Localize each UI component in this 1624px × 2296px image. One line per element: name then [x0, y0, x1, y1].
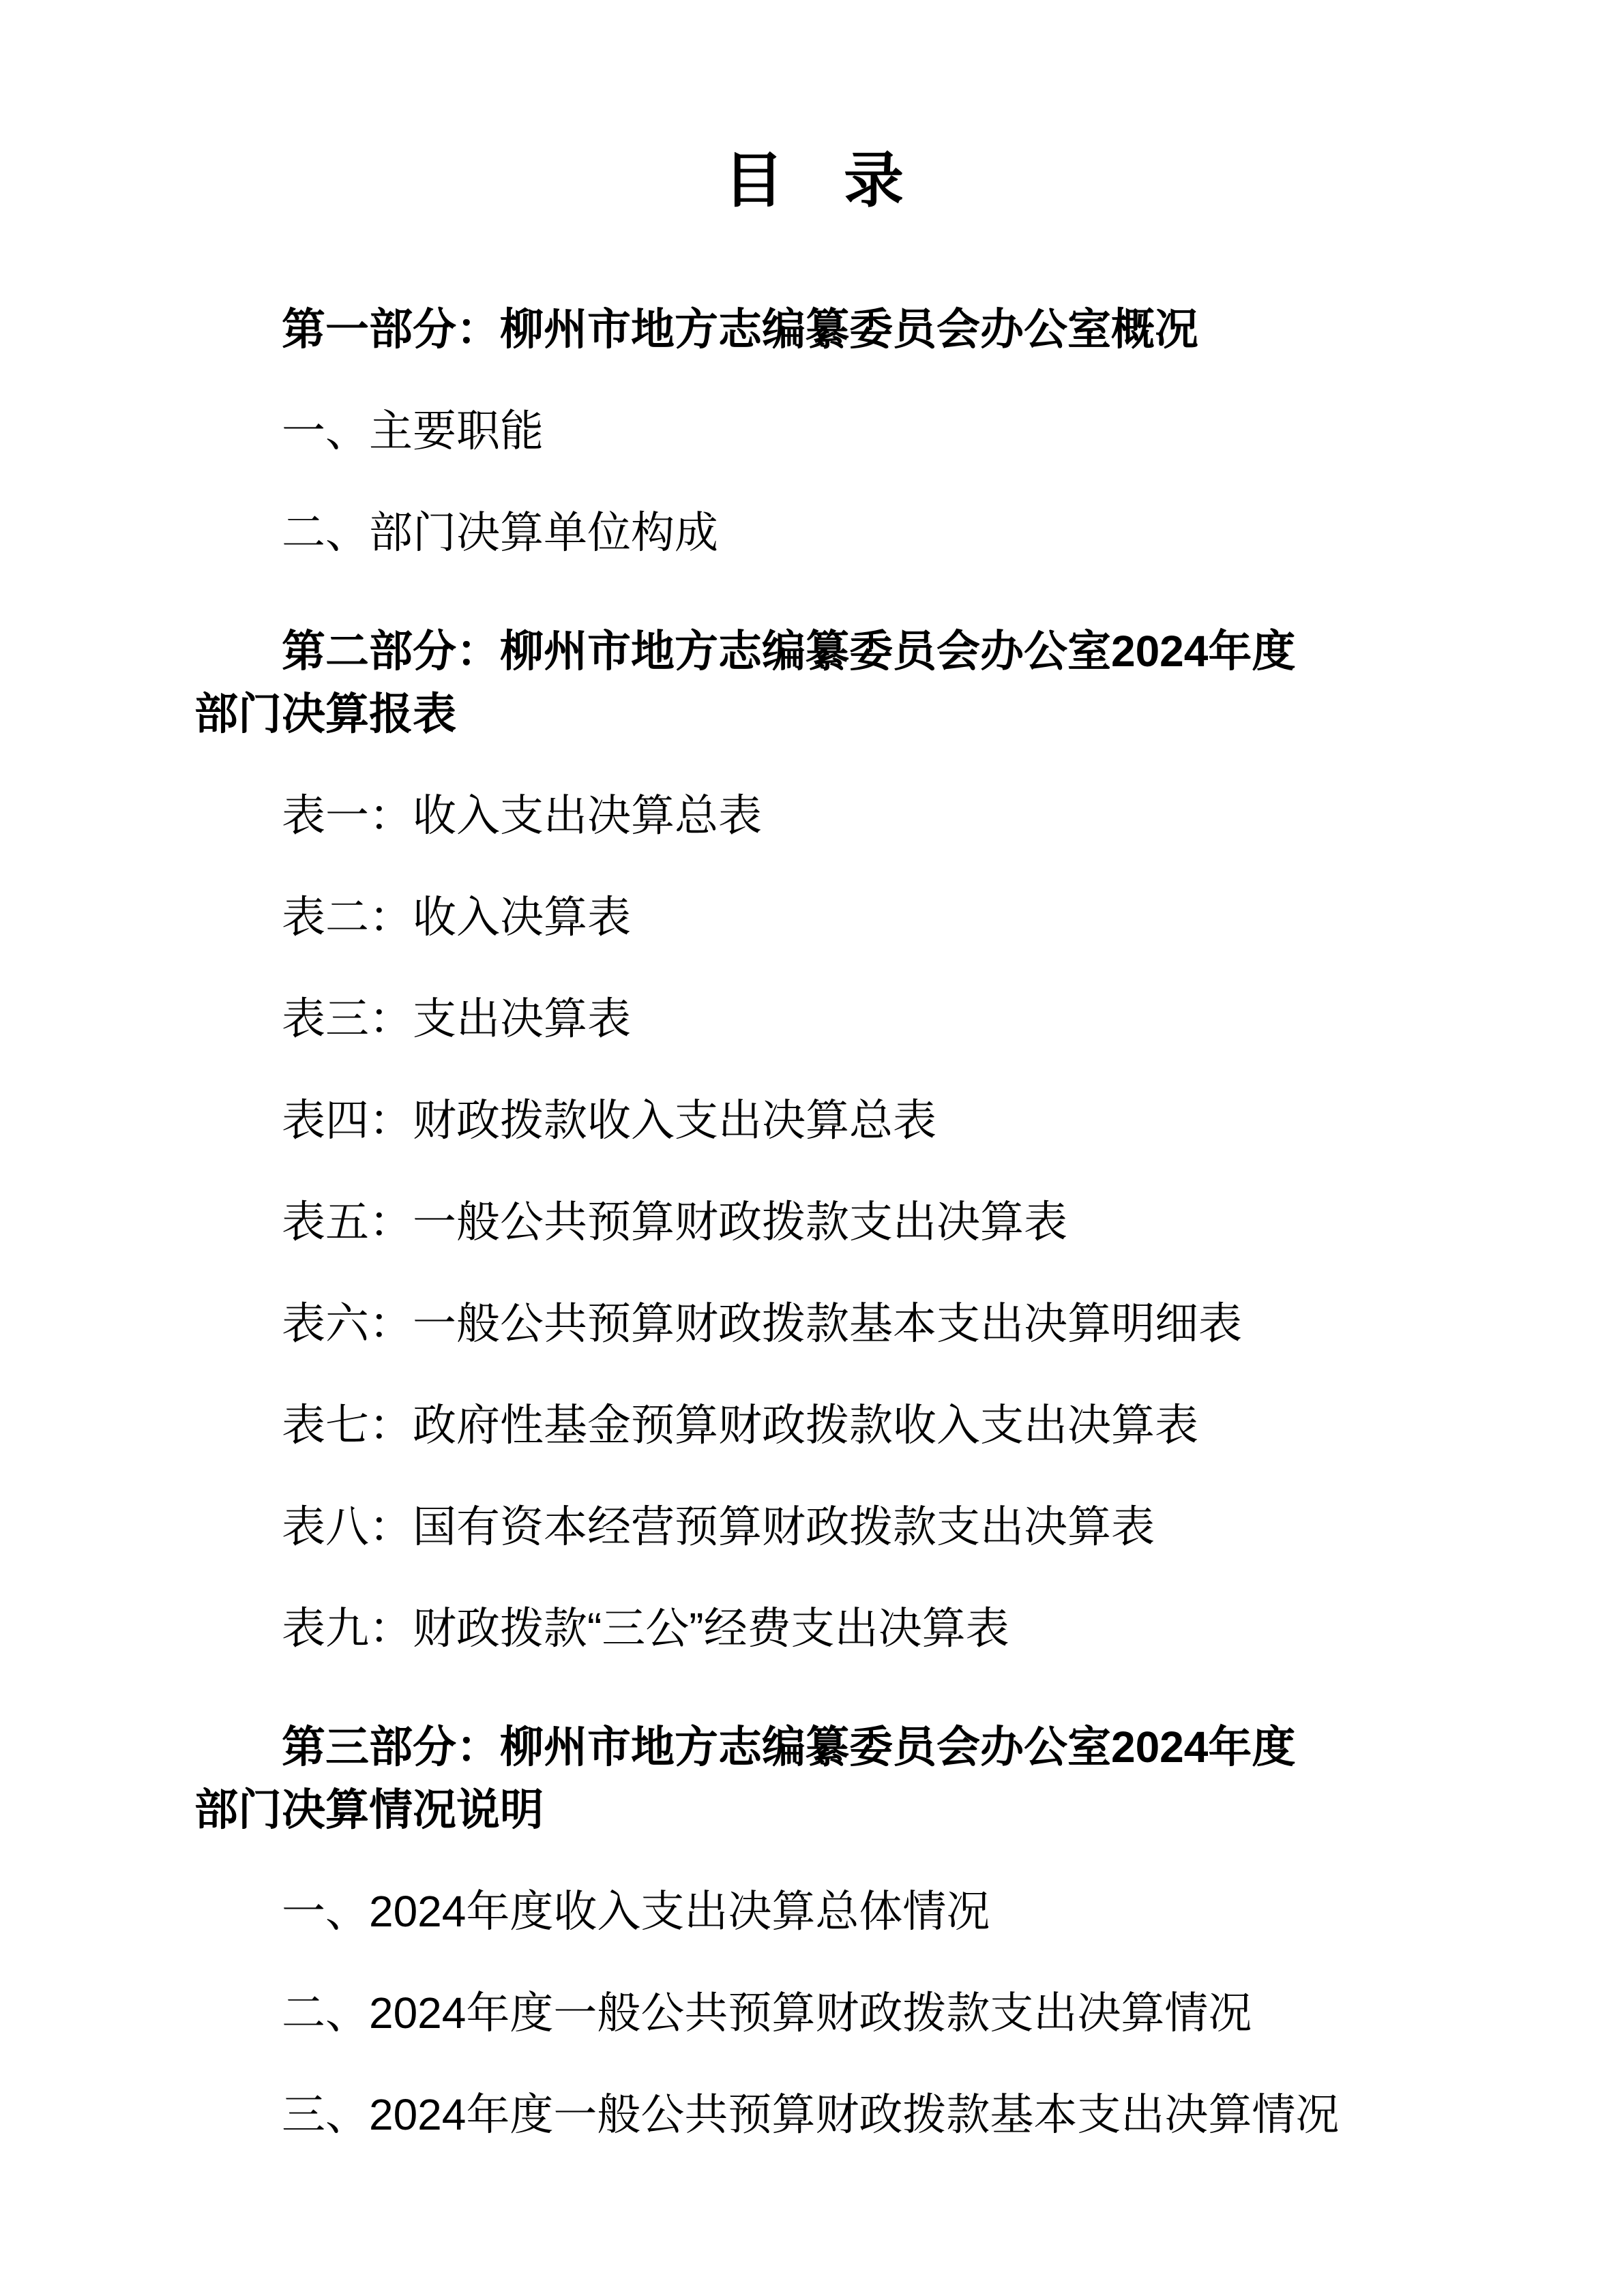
part2-heading-line1: 第二部分：柳州市地方志编纂委员会办公室2024年度 — [282, 627, 1296, 676]
toc-item-table-5: 表五：一般公共预算财政拨款支出决算表 — [282, 1197, 1067, 1247]
part3-heading-line1: 第三部分：柳州市地方志编纂委员会办公室2024年度 — [282, 1723, 1296, 1772]
part2-heading — [194, 603, 1433, 745]
toc-item-part3-3: 三、2024年度一般公共预算财政拨款基本支出决算情况 — [282, 2090, 1340, 2139]
part3-heading-line2: 部门决算情况说明 — [194, 1785, 544, 1834]
toc-item-table-9: 表九：财政拨款“三公”经费支出决算表 — [282, 1604, 1009, 1653]
toc-item-table-2: 表二：收入决算表 — [282, 893, 631, 942]
part2-heading-line2: 部门决算报表 — [194, 689, 456, 739]
toc-item-part1-2: 二、部门决算单位构成 — [282, 508, 718, 557]
toc-item-table-6: 表六：一般公共预算财政拨款基本支出决算明细表 — [282, 1299, 1242, 1348]
part3-heading — [194, 1699, 1433, 1841]
part1-heading: 第一部分：柳州市地方志编纂委员会办公室概况 — [282, 305, 1198, 354]
toc-item-part3-2: 二、2024年度一般公共预算财政拨款支出决算情况 — [282, 1988, 1252, 2038]
toc-item-table-3: 表三：支出决算表 — [282, 994, 631, 1043]
toc-item-part3-1: 一、2024年度收入支出决算总体情况 — [282, 1887, 990, 1936]
page-title: 目 录 — [723, 147, 904, 214]
toc-item-table-7: 表七：政府性基金预算财政拨款收入支出决算表 — [282, 1401, 1198, 1450]
toc-item-table-4: 表四：财政拨款收入支出决算总表 — [282, 1096, 936, 1145]
toc-item-table-8: 表八：国有资本经营预算财政拨款支出决算表 — [282, 1502, 1155, 1551]
toc-item-part1-1: 一、主要职能 — [282, 406, 544, 456]
toc-item-table-1: 表一：收入支出决算总表 — [282, 791, 762, 840]
